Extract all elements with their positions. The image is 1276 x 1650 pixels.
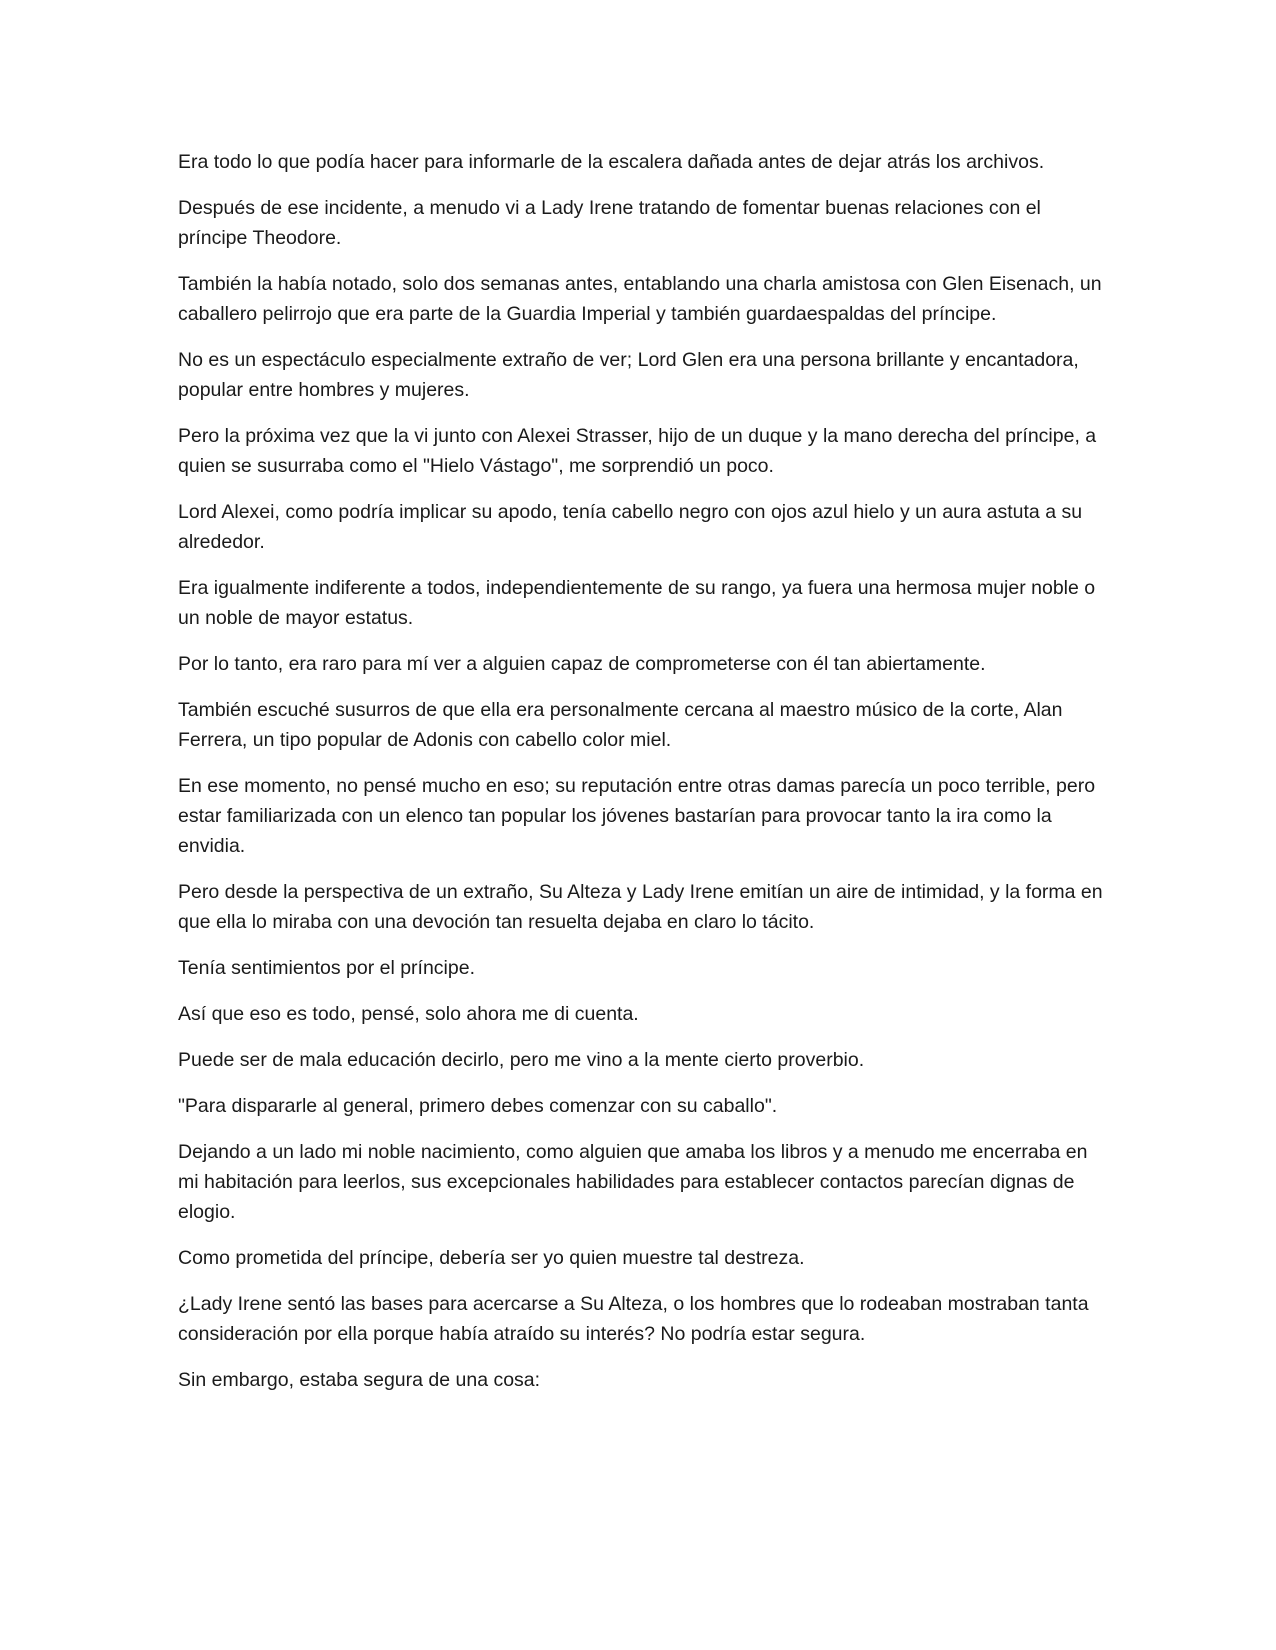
paragraph: Por lo tanto, era raro para mí ver a alguien capaz de comprometerse con él tan abiertamente.	[178, 653, 986, 675]
document-body	[178, 147, 1103, 1411]
paragraph: Así que eso es todo, pensé, solo ahora me di cuenta.	[178, 1003, 639, 1025]
paragraph: Como prometida del príncipe, debería ser yo quien muestre tal destreza.	[178, 1247, 805, 1269]
paragraph: Pero desde la perspectiva de un extraño, Su Alteza y Lady Irene emitían un aire de intimidad, y la forma en que ella lo miraba con una devoción tan resuelta dejaba en claro lo tácito.	[178, 881, 1103, 933]
paragraph: Era igualmente indiferente a todos, independientemente de su rango, ya fuera una hermosa mujer noble o un noble de mayor estatus.	[178, 577, 1096, 629]
paragraph: Tenía sentimientos por el príncipe.	[178, 957, 475, 979]
paragraph: También escuché susurros de que ella era personalmente cercana al maestro músico de la corte, Alan Ferrera, un tipo popular de Adonis con cabello color miel.	[178, 699, 1063, 751]
paragraph: No es un espectáculo especialmente extraño de ver; Lord Glen era una persona brillante y encantadora, popular entre hombres y mujeres.	[178, 349, 1079, 401]
paragraph: ¿Lady Irene sentó las bases para acercarse a Su Alteza, o los hombres que lo rodeaban mostraban tanta consideración por ella porque había atraído su interés? No podría estar segura.	[178, 1293, 1089, 1345]
paragraph: Era todo lo que podía hacer para informarle de la escalera dañada antes de dejar atrás los archivos.	[178, 151, 1045, 173]
paragraph: También la había notado, solo dos semanas antes, entablando una charla amistosa con Glen Eisenach, un caballero pelirrojo que era parte de la Guardia Imperial y también guardaespaldas del príncipe.	[178, 273, 1102, 325]
paragraph: Después de ese incidente, a menudo vi a Lady Irene tratando de fomentar buenas relaciones con el príncipe Theodore.	[178, 197, 1041, 249]
paragraph: Puede ser de mala educación decirlo, pero me vino a la mente cierto proverbio.	[178, 1049, 865, 1071]
paragraph: Lord Alexei, como podría implicar su apodo, tenía cabello negro con ojos azul hielo y un aura astuta a su alrededor.	[178, 501, 1083, 553]
paragraph: En ese momento, no pensé mucho en eso; su reputación entre otras damas parecía un poco terrible, pero estar familiarizada con un elenco tan popular los jóvenes bastarían para provocar tanto la ira como la envidia.	[178, 775, 1096, 857]
paragraph: "Para dispararle al general, primero debes comenzar con su caballo".	[178, 1095, 778, 1117]
paragraph: Dejando a un lado mi noble nacimiento, como alguien que amaba los libros y a menudo me encerraba en mi habitación para leerlos, sus excepcionales habilidades para establecer contactos parecían dignas de elogio.	[178, 1141, 1088, 1223]
paragraph: Pero la próxima vez que la vi junto con Alexei Strasser, hijo de un duque y la mano derecha del príncipe, a quien se susurraba como el "Hielo Vástago", me sorprendió un poco.	[178, 425, 1097, 477]
paragraph: Sin embargo, estaba segura de una cosa:	[178, 1369, 541, 1391]
